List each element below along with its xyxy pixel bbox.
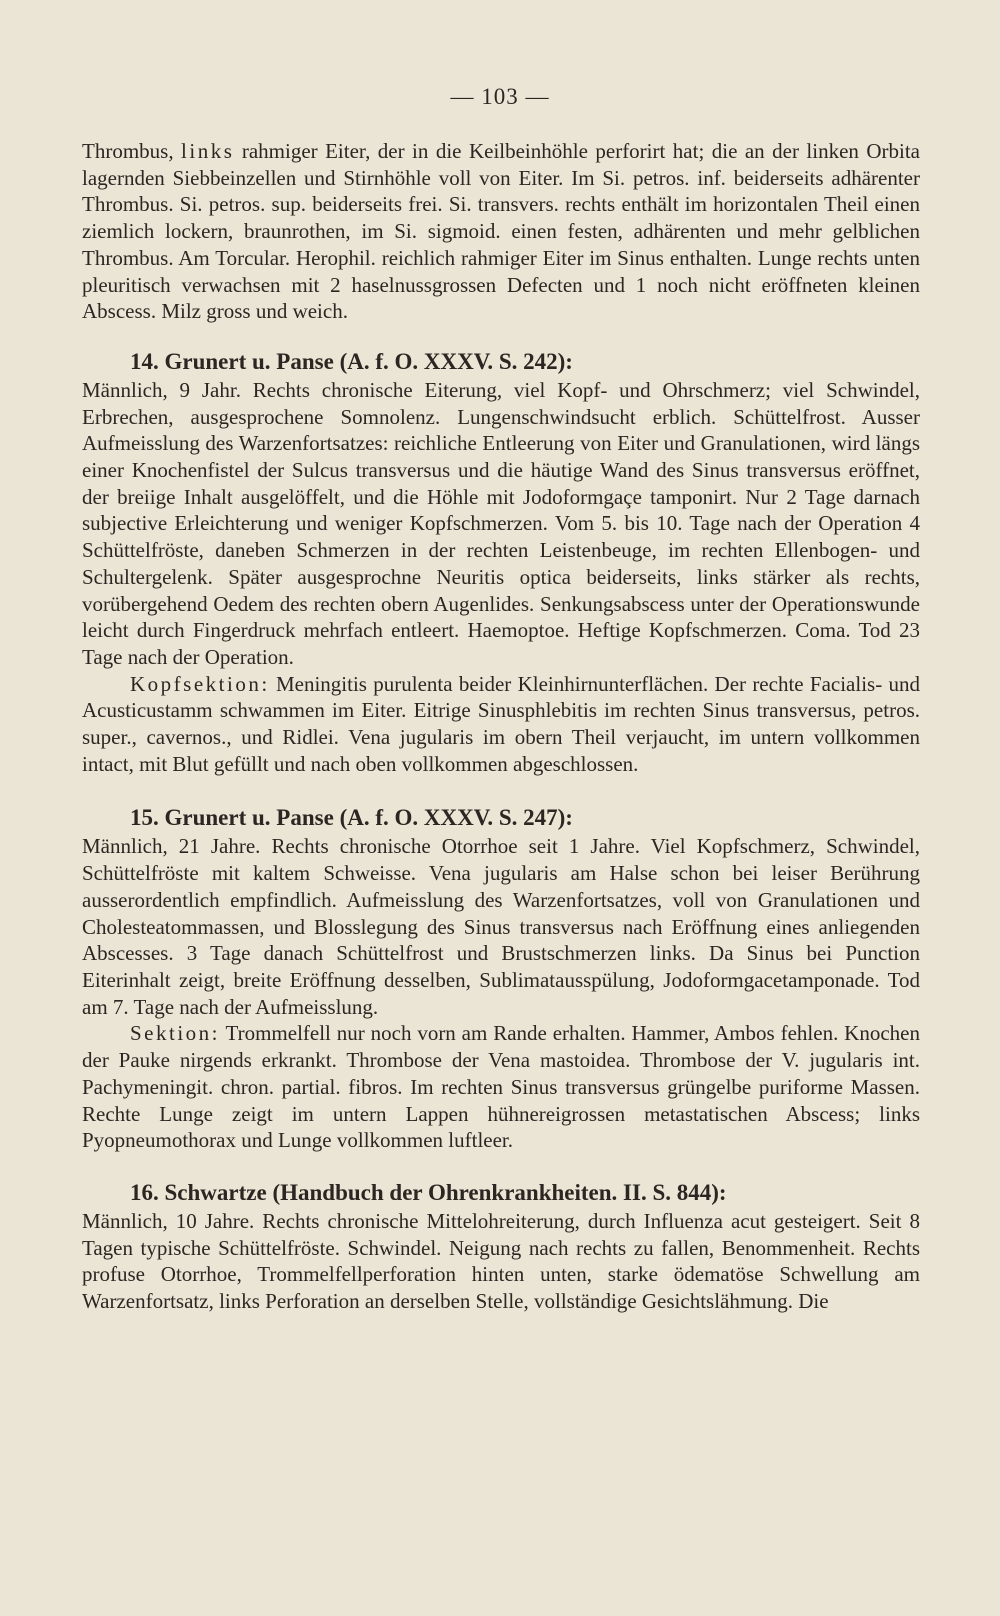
case-14-history: Männlich, 9 Jahr. Rechts chronische Eiterung, viel Kopf- und Ohrschmerz; viel Schwindel, Erbrechen, ausgesprochene Somnolenz. Lungenschwindsucht erblich. Schüttelfrost. Ausser Aufmeisslung des Warzenfortsatzes: reichliche Entleerung von Eiter und Granulationen, wird längs einer Knochenfistel der Sulcus transversus und die häutige Wand des Sinus transversus eröffnet, der breiige Inhalt ausgelöffelt, und die Höhle mit Jodoformgaçe tamponirt. Nur 2 Tage darnach subjective Erleichterung und weniger Kopfschmerzen. Vom 5. bis 10. Tage nach der Operation 4 Schüttelfröste, daneben Schmerzen in der rechten Leistenbeuge, im rechten Ellenbogen- und Schultergelenk. Später ausgesprochne Neuritis optica beiderseits, links stärker als rechts, vorübergehend Oedem des rechten obern Augenlides. Senkungsabscess unter der Operationswunde leicht durch Fingerdruck mehrfach entleert. Haemoptoe. Heftige Kopfschmerzen. Coma. Tod 23 Tage nach der Operation. [82,377,920,669]
intro-text-rest: rahmiger Eiter, der in die Keilbeinhöhle perforirt hat; die an der linken Orbita lagernden Siebbeinzellen und Stirnhöhle voll von Eiter. Im Si. petros. inf. beiderseits adhärenter Thrombus. Si. petros. sup. beiderseits frei. Si. transvers. rechts enthält im horizontalen Theil einen ziemlich lockern, braunrothen, im Si. sigmoid. einen festen, adhärenten und mehr gelblichen Thrombus. Am Torcular. Herophil. reichlich rahmiger Eiter im Sinus enthalten. Lunge rechts unten pleuritisch verwachsen mit 2 haselnussgrossen Defecten und 1 noch nicht eröffneten kleinen Abscess. Milz gross und weich. [82,139,921,324]
case-15-heading [82,803,920,833]
case-16-history: Männlich, 10 Jahre. Rechts chronische Mittelohreiterung, durch Influenza acut gesteigert. Seit 8 Tagen typische Schüttelfröste. Schwindel. Neigung nach rechts zu fallen, Benommenheit. Rechts profuse Otorrhoe, Trommelfellperforation hinten unten, starke ödematöse Schwellung am Warzenfortsatz, links Perforation an derselben Stelle, vollständige Gesichtslähmung. Die [82,1208,920,1314]
body-text [82,138,920,1315]
case-15-section-label: Sektion: [130,1021,221,1046]
case-14-heading [82,347,920,377]
case-15-number: 15. [130,805,159,831]
case-16-heading [82,1178,920,1208]
intro-paragraph [82,138,920,325]
case-15-reference: (A. f. O. XXXV. S. 247): [339,805,573,831]
case-15-section [82,1020,920,1154]
case-14-section-text: Meningitis purulenta beider Kleinhirnunterflächen. Der rechte Facialis- und Acusticustamm schwammen im Eiter. Eitrige Sinusphlebitis im rechten Sinus transversus, petros. super., cavernos., und Ridlei. Vena jugularis im obern Theil verjaucht, im untern vollkommen intact, mit Blut gefüllt und nach oben vollkommen abgeschlossen. [82,671,920,776]
case-16-reference: (Handbuch der Ohrenkrankheiten. II. S. 844): [272,1179,727,1205]
intro-spaced-word: links [181,139,235,163]
page-number: — 103 — [450,84,550,109]
case-14-section [82,671,920,778]
case-15-section-text: Trommelfell nur noch vorn am Rande erhalten. Hammer, Ambos fehlen. Knochen der Pauke nirgends erkrankt. Thrombose der Vena mastoidea. Thrombose der V. jugularis int. Pachymeningit. chron. partial. fibros. Im rechten Sinus transversus grüngelbe puriforme Massen. Rechte Lunge zeigt im untern Lappen hühnereigrossen metastatischen Abscess; links Pyopneumothorax und Lunge vollkommen luftleer. [82,1021,920,1153]
case-14-section-label: Kopfsektion: [130,671,270,696]
case-15-author: Grunert u. Panse [164,805,334,831]
case-14-reference: (A. f. O. XXXV. S. 242): [339,348,573,374]
case-16-number: 16. [130,1179,159,1205]
intro-text-start: Thrombus, [82,139,182,163]
case-14-author: Grunert u. Panse [164,348,334,374]
case-14-number: 14. [130,348,159,374]
case-15-history: Männlich, 21 Jahre. Rechts chronische Otorrhoe seit 1 Jahre. Viel Kopfschmerz, Schwindel, Schüttelfröste mit kaltem Schweisse. Vena jugularis am Halse schon bei leiser Berührung ausserordentlich empfindlich. Aufmeisslung des Warzenfortsatzes, voll von Granulationen und Cholesteatommassen, und Blosslegung des Sinus transversus nach Eröffnung eines anliegenden Abscesses. 3 Tage danach Schüttelfrost und Brustschmerzen links. Da Sinus bei Punction Eiterinhalt zeigt, breite Eröffnung desselben, Sublimatausspülung, Jodoformgacetamponade. Tod am 7. Tage nach der Aufmeisslung. [82,834,920,1019]
case-16-author: Schwartze [164,1179,267,1205]
